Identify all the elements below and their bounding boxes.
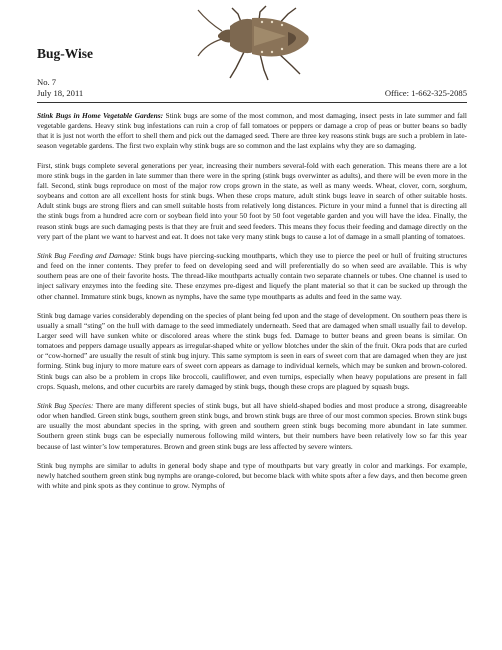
section-heading-home-gardens: Stink Bugs in Home Vegetable Gardens: xyxy=(37,111,164,120)
paragraph-species xyxy=(37,401,467,452)
paragraph-text: There are many different species of stink bugs, but all have shield-shaped bodies and most produce a strong, disagreeable odor when handled. Green stink bugs, southern green stink bugs, and brown stink bugs are three of our most common species. Brown stink bugs are usually the most abundant species in the spring, with green and southern green stink bugs becoming more abundant in late summer. Southern green stink bugs can be especially numerous following mild winters, but their numbers have been relatively low so far this year because of last winter’s low temperatures. Brown and green stink bugs are less affected by severe winters. xyxy=(37,400,467,451)
article-body xyxy=(37,111,467,500)
header-divider xyxy=(37,102,467,103)
issue-date-row xyxy=(37,88,467,99)
issue-number: No. 7 xyxy=(37,77,57,87)
section-heading-feeding-damage: Stink Bug Feeding and Damage: xyxy=(37,250,137,260)
paragraph-text: Stink bugs are some of the most common, and most damaging, insect pests in late summer and fall vegetable gardens. Heavy stink bug infestations can ruin a crop of fall tomatoes or peppers or damage a crop of peas or butter beans so badly that it is just not worth the effort to shell them and pick out the damaged seed. There are three key reasons stink bugs are such a problem in late-season vegetable gardens. The first two explain why stink bugs are so common and the last explains why they are so damaging. xyxy=(37,111,467,151)
paragraph-text: Stink bug nymphs are similar to adults in general body shape and type of mouthparts but vary greatly in color and markings. For example, newly hatched southern green stink bug nymphs are orange-colored, but become black with white spots after a few days, and then become green with white and pink spots as they continue to grow. Nymphs of xyxy=(37,460,467,490)
section-heading-species: Stink Bug Species: xyxy=(37,400,94,410)
paragraph-text: Stink bug damage varies considerably depending on the species of plant being fed upon and the stage of development. On southern peas there is usually a small “sting” on the hull with damage to the seed immediately underneath. Seed that are damaged when small usually fail to develop. Larger seed will have sunken white or discolored areas where the stink bugs fed. Damage to butter beans and green beans is similar. On tomatoes and peppers damage usually appears as irregular-shaped white or yellow blotches under the skin of the fruit. Okra pods that are curled or “cow-horned” are usually the result of stink bug injury. This same symptom is seen in ears of sweet corn that are damaged when they are just forming. Stink bug injury to more mature ears of sweet corn appears as damage to individual kernels, which may be sunken and brown-colored. Stink bugs can also be a problem in crops like broccoli, cauliflower, and even turnips, especially when heavy populations are present in fall crops. Squash, melons, and other cucurbits are rarely damaged by stink bugs, though these crops are plagued by squash bugs. xyxy=(37,310,467,391)
paragraph-intro xyxy=(37,111,467,152)
issue-date: July 18, 2011 xyxy=(37,87,84,98)
newsletter-title: Bug-Wise xyxy=(37,46,94,61)
issue-info xyxy=(37,77,467,98)
paragraph-reasons xyxy=(37,161,467,242)
paragraph-text: Stink bugs have piercing-sucking mouthparts, which they use to pierce the peel or hull of fruiting structures and feed on the inner contents. They prefer to feed on developing seed and will preferentially do so when seed are available. This is why southern peas are one of their favorite hosts. The thread-like mouthparts actually contain two separate channels or tubes. One channel is used to inject salivary enzymes into the feeding site. These enzymes pre-digest and liquefy the plant material so that it can be sucked up through the other channel. Immature stink bugs, known as nymphs, have the same type mouthparts as adults and feed in the same way. xyxy=(37,250,467,301)
paragraph-damage xyxy=(37,311,467,392)
paragraph-nymphs xyxy=(37,461,467,491)
office-phone: Office: 1-662-325-2085 xyxy=(384,87,467,98)
paragraph-feeding xyxy=(37,251,467,302)
stink-bug-image xyxy=(196,4,314,82)
paragraph-text: First, stink bugs complete several generations per year, increasing their numbers several-fold with each generation. This means there are a lot more stink bugs in the garden in late summer than there were in the spring (stink bugs overwinter as adults), and there will be even more in the fall. Second, stink bugs reproduce on most of the major row crops grown in the state, as well as many weeds. Wheat, clover, corn, sorghum, soybeans and cotton are all excellent hosts for stink bugs. When these crops mature, adult stink bugs leave in search of other suitable hosts. Adult stink bugs are strong fliers and can smell suitable hosts from relatively long distances. Picture in your mind a funnel that is directing all the stink bugs from a hundred acre corn or soybean field into your 50 foot by 50 foot vegetable garden and you will have the idea. Finally, the reason stink bugs are such damaging pests is that they are fruit and seed feeders. This means they focus their feeding and damage directly on the very part of the plant we want to harvest and eat. It does not take very many stink bugs to cause a lot of damage in a small planting of tomatoes. xyxy=(37,160,467,241)
